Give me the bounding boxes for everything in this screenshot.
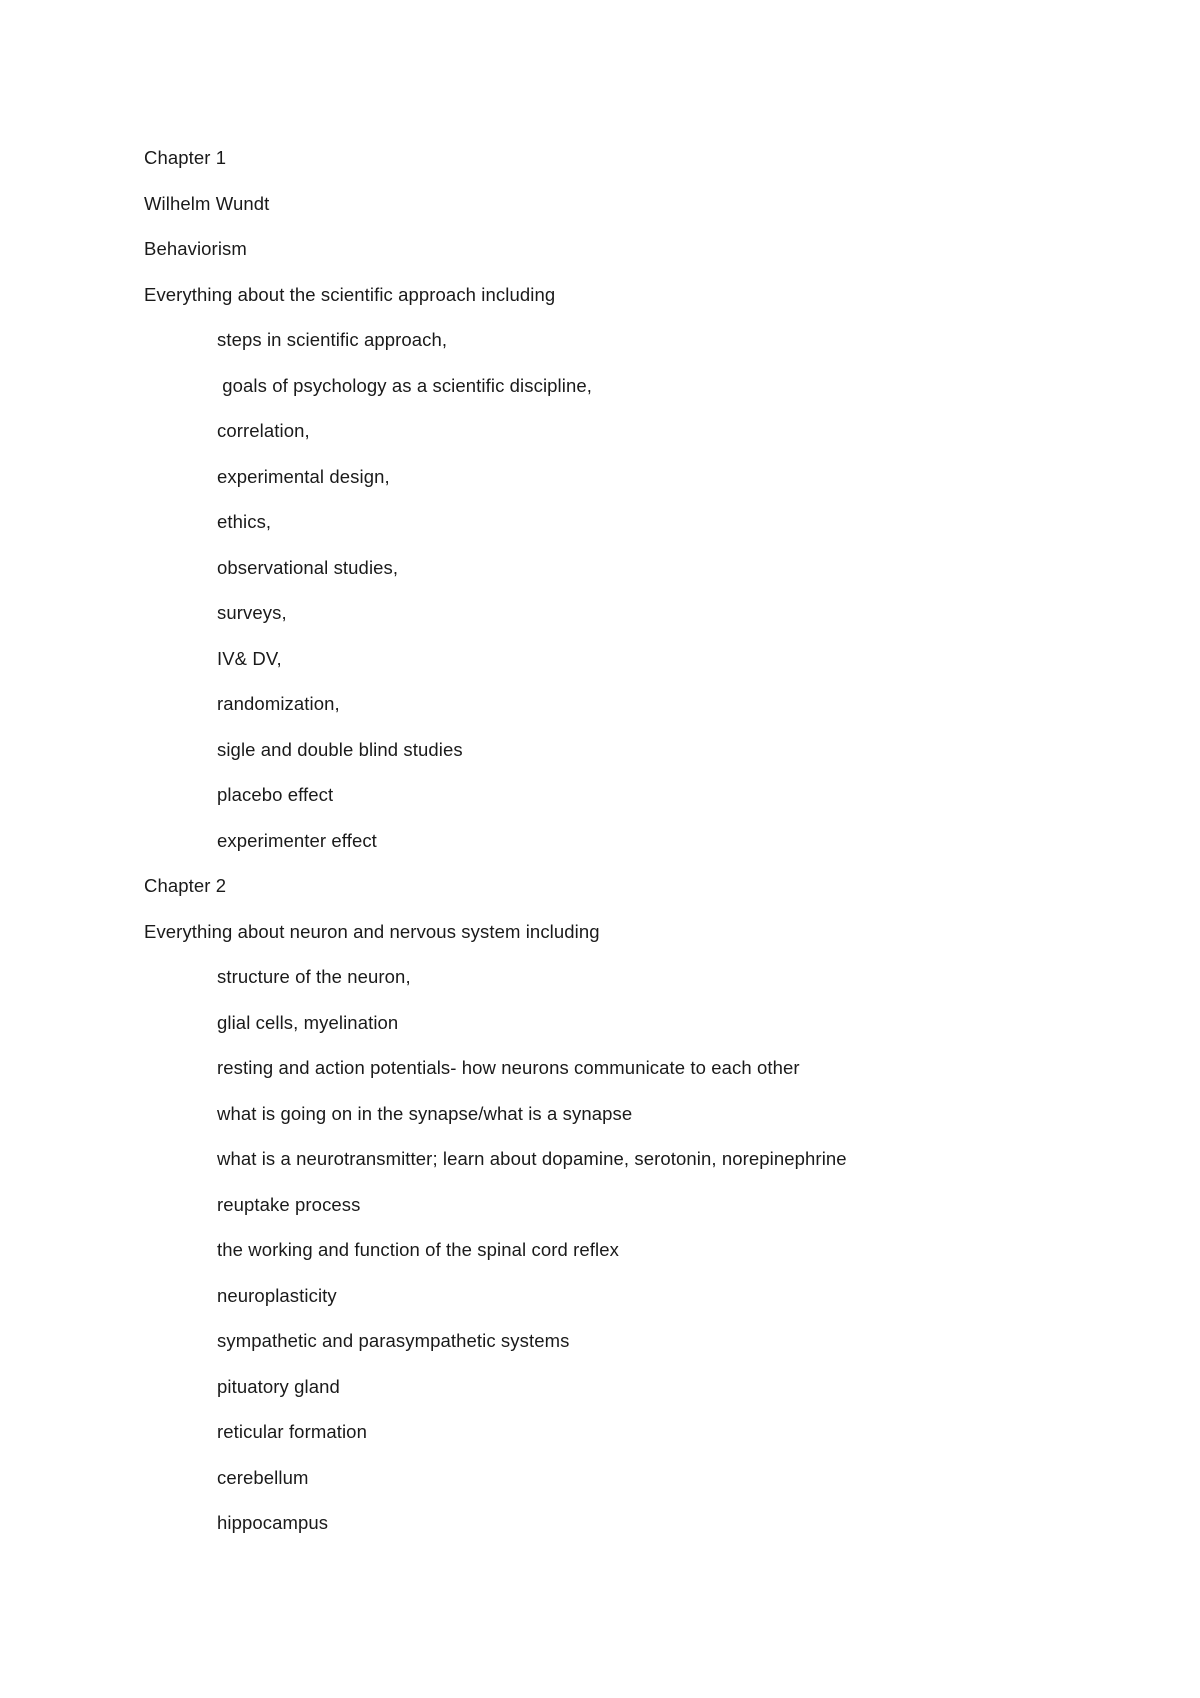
topic-item: experimental design, — [217, 465, 390, 487]
topic-item: the working and function of the spinal cord reflex — [217, 1239, 619, 1260]
topic-item: what is a neurotransmitter; learn about dopamine, serotonin, norepinephrine — [217, 1148, 847, 1169]
topic-item: randomization, — [217, 693, 340, 714]
topic-item: hippocampus — [217, 1512, 329, 1533]
document-body — [144, 146, 1104, 1557]
topic-item: reticular formation — [217, 1421, 367, 1442]
topic-item: steps in scientific approach, — [217, 329, 448, 350]
chapter-heading: Chapter 1 — [144, 147, 227, 168]
topic-item: neuroplasticity — [217, 1284, 337, 1306]
topic-item: sympathetic and parasympathetic systems — [217, 1330, 570, 1351]
topic-item: observational studies, — [217, 556, 399, 578]
topic-item: resting and action potentials- how neurons communicate to each other — [217, 1057, 800, 1078]
topic-item: sigle and double blind studies — [217, 738, 463, 760]
section-intro-line: Everything about neuron and nervous system including — [144, 920, 600, 942]
topic-item: cerebellum — [217, 1466, 309, 1488]
topic-item: pituatory gland — [217, 1375, 340, 1397]
topic-item: IV& DV, — [217, 647, 282, 669]
text-line: Wilhelm Wundt — [144, 192, 270, 214]
topic-item: placebo effect — [217, 784, 334, 805]
topic-item: surveys, — [217, 602, 287, 623]
topic-item: reuptake process — [217, 1193, 361, 1215]
topic-item: glial cells, myelination — [217, 1011, 399, 1033]
topic-item: correlation, — [217, 420, 310, 441]
section-intro-line: Everything about the scientific approach including — [144, 283, 556, 305]
text-line: Behaviorism — [144, 238, 247, 259]
chapter-heading: Chapter 2 — [144, 875, 227, 896]
topic-item: structure of the neuron, — [217, 966, 411, 987]
topic-item: experimenter effect — [217, 829, 377, 851]
topic-item: ethics, — [217, 511, 272, 532]
topic-item: goals of psychology as a scientific discipline, — [217, 374, 592, 396]
topic-item: what is going on in the synapse/what is a synapse — [217, 1102, 633, 1124]
